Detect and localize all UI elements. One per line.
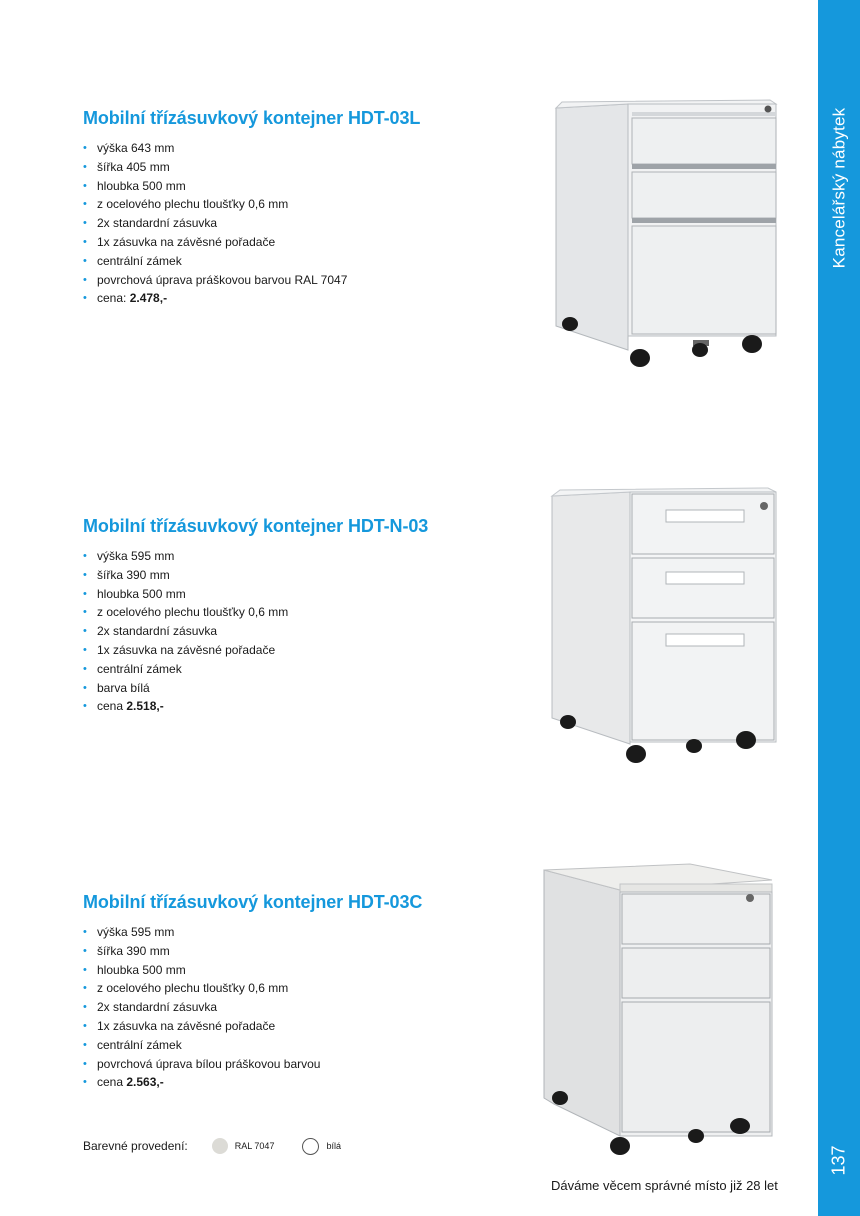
spec-item: • z ocelového plechu tloušťky 0,6 mm: [83, 603, 523, 622]
product-title: Mobilní třízásuvkový kontejner HDT-03C: [83, 892, 423, 912]
spec-item: • centrální zámek: [83, 252, 523, 271]
price-item: [83, 1073, 523, 1092]
spec-item: • 2x standardní zásuvka: [83, 214, 523, 233]
spec-item: • povrchová úprava bílou práškovou barvou: [83, 1055, 523, 1074]
spec-item: • centrální zámek: [83, 660, 523, 679]
section-title: [818, 100, 860, 275]
spec-item: • 1x zásuvka na závěsné pořadače: [83, 233, 523, 252]
spec-item: • 2x standardní zásuvka: [83, 622, 523, 641]
spec-item: • hloubka 500 mm: [83, 961, 523, 980]
price-item: [83, 697, 523, 716]
price-value: 2.563,-: [126, 1075, 164, 1090]
page-number: [818, 1140, 860, 1180]
color-name: RAL 7047: [234, 1141, 275, 1151]
spec-item: • centrální zámek: [83, 1036, 523, 1055]
section-title-text: Kancelářský nábytek: [829, 107, 849, 268]
color-options: [83, 1134, 483, 1158]
product-hdt-03l: [83, 108, 523, 308]
spec-item: • hloubka 500 mm: [83, 585, 523, 604]
spec-item: • výška 643 mm: [83, 139, 523, 158]
spec-item: • 1x zásuvka na závěsné pořadače: [83, 1017, 523, 1036]
price-item: [83, 289, 523, 308]
spec-item: • šířka 390 mm: [83, 566, 523, 585]
product-hdt-n-03: [83, 516, 523, 716]
sidebar: [818, 0, 860, 1216]
spec-item: • 2x standardní zásuvka: [83, 998, 523, 1017]
price-value: 2.518,-: [126, 699, 164, 714]
color-name: bílá: [326, 1141, 341, 1151]
price-label: cena: [97, 1075, 124, 1090]
spec-item: • povrchová úprava práškovou barvou RAL 7047: [83, 271, 523, 290]
spec-item: • z ocelového plechu tloušťky 0,6 mm: [83, 195, 523, 214]
color-swatch-ral-7047: [212, 1138, 228, 1154]
cabinet-photo-hdt-03l: [548, 98, 790, 370]
spec-item: • 1x zásuvka na závěsné pořadače: [83, 641, 523, 660]
product-title: Mobilní třízásuvkový kontejner HDT-N-03: [83, 516, 429, 536]
color-swatch-white: [302, 1138, 319, 1155]
spec-item: • hloubka 500 mm: [83, 177, 523, 196]
cabinet-photo-hdt-03c: [540, 860, 780, 1160]
product-hdt-03c: [83, 892, 523, 1092]
footer-slogan: Dáváme věcem správné místo již 28 let: [551, 1178, 778, 1193]
price-value: 2.478,-: [129, 291, 168, 306]
spec-item: • šířka 405 mm: [83, 158, 523, 177]
cabinet-photo-hdt-n-03: [548, 486, 790, 770]
price-label: cena:: [97, 291, 127, 306]
color-options-label: Barevné provedení:: [83, 1139, 188, 1153]
spec-item: • šířka 390 mm: [83, 942, 523, 961]
page-number-text: 137: [828, 1144, 849, 1176]
spec-item: • z ocelového plechu tloušťky 0,6 mm: [83, 979, 523, 998]
spec-item: • výška 595 mm: [83, 547, 523, 566]
spec-list: [83, 547, 523, 716]
spec-item: • barva bílá: [83, 679, 523, 698]
spec-list: [83, 923, 523, 1092]
product-title: Mobilní třízásuvkový kontejner HDT-03L: [83, 108, 421, 128]
spec-list: [83, 139, 523, 308]
price-label: cena: [97, 699, 124, 714]
spec-item: • výška 595 mm: [83, 923, 523, 942]
